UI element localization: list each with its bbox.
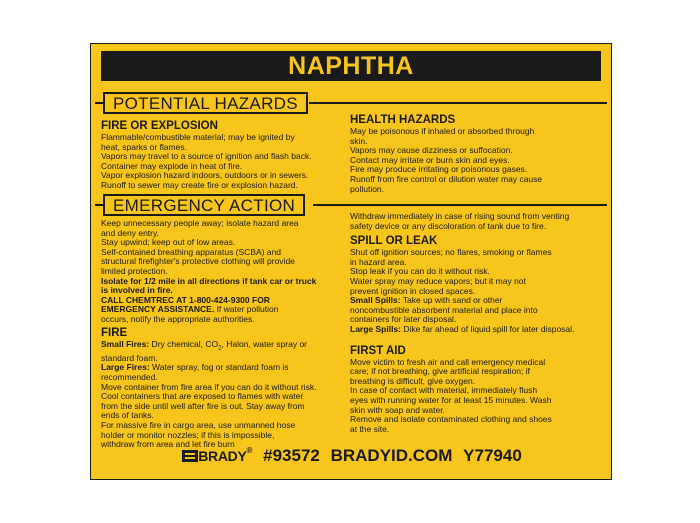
spill-line: Water spray may reduce vapors; but it may not [350, 275, 526, 286]
spill-heading: SPILL OR LEAK [350, 235, 438, 248]
emergency-action-heading-text: EMERGENCY ACTION [113, 196, 296, 215]
potential-hazards-heading [103, 92, 308, 114]
large-fires-line: recommended. [101, 372, 158, 382]
fire-explosion-section [101, 120, 312, 191]
emergency-line: structural firefighter's protective clothing will provide [101, 256, 295, 267]
brady-logo-icon [182, 447, 198, 467]
chemical-name: NAPHTHA [288, 52, 414, 80]
small-spills-line: noncombustible absorbent material and place into [350, 304, 538, 315]
large-spills-text: Dike far ahead of liquid spill for later disposal. [401, 323, 575, 334]
title-bar [101, 51, 601, 81]
product-code: Y77940 [463, 446, 522, 465]
first-aid-line: care; if not breathing, give artificial respiration; if [350, 366, 531, 377]
fire-line: ends of tanks. [101, 410, 154, 421]
large-fires-text: Water spray, fog or standard foam is [149, 362, 289, 373]
fire-line: withdraw from area and let fire burn [101, 439, 235, 450]
registered-mark: ® [246, 446, 253, 455]
chemtrec-rest: If water pollution [214, 304, 279, 315]
withdraw-line: Withdraw immediately in case of rising sound from venting [350, 211, 570, 221]
emergency-line: Stay upwind; keep out of low areas. [101, 237, 236, 248]
fire-line: Cool containers that are exposed to flames with water [101, 391, 304, 402]
fire-explosion-line: Flammable/combustible material; may be ignited by [101, 132, 295, 142]
small-fires-text: Dry chemical, CO [149, 338, 219, 349]
emergency-line: Self-contained breathing apparatus (SCBA) and [101, 246, 282, 257]
fire-explosion-line: Vapor explosion hazard indoors, outdoors or in sewers. [101, 170, 309, 181]
fire-explosion-line: Vapors may travel to a source of ignition and flash back. [101, 151, 312, 162]
fire-explosion-line: Runoff to sewer may create fire or explosion hazard. [101, 179, 298, 190]
first-aid-line: breathing is difficult, give oxygen. [350, 375, 476, 386]
section-rule-left [95, 204, 103, 206]
health-hazards-line: skin. [350, 135, 368, 146]
health-hazards-line: pollution. [350, 183, 385, 194]
first-aid-line: Remove and isolate contaminated clothing and shoes [350, 414, 552, 425]
emergency-line: limited protection. [101, 265, 168, 276]
chemtrec-line: CALL CHEMTREC AT 1-800-424-9300 FOR [101, 294, 270, 305]
small-spills-label: Small Spills: [350, 295, 401, 306]
brand-name: BRADY [198, 448, 247, 464]
isolate-line: is involved in fire. [101, 285, 173, 296]
small-fires-text: , Halon, water spray or [221, 338, 308, 349]
spill-line: Stop leak if you can do it without risk. [350, 266, 490, 277]
first-aid-heading: FIRST AID [350, 344, 406, 357]
chemtrec-bold: EMERGENCY ASSISTANCE. [101, 304, 215, 315]
small-fires-line [101, 340, 316, 354]
small-fires-line: standard foam. [101, 352, 158, 363]
large-spills-line [350, 325, 574, 335]
fire-line: holder or monitor nozzles; if this is impossible, [101, 429, 275, 440]
health-hazards-heading: HEALTH HAZARDS [350, 114, 456, 126]
fire-explosion-line: Container may explode in heat of fire. [101, 160, 243, 171]
health-hazards-line: Contact may irritate or burn skin and eyes. [350, 154, 510, 165]
fire-line: from the side until well after fire is out. Stay away from [101, 400, 305, 411]
health-hazards-line: Runoff from fire control or dilution water may cause [350, 173, 543, 184]
fire-line: For massive fire in cargo area, use unmanned hose [101, 419, 296, 430]
first-aid-line: Move victim to fresh air and call emergency medical [350, 356, 546, 367]
first-aid-line: eyes with running water for at least 15 minutes. Wash [350, 394, 552, 405]
emergency-line: and deny entry. [101, 227, 159, 238]
health-hazards-line: Fire may produce irritating or poisonous gases. [350, 164, 528, 175]
first-aid-line: skin with soap and water. [350, 404, 445, 415]
fire-line: Move container from fire area if you can do it without risk. [101, 381, 317, 392]
chemtrec-line-3: occurs, notify the appropriate authorities. [101, 313, 255, 324]
emergency-right-column [350, 212, 574, 434]
emergency-action-heading [103, 194, 305, 216]
fire-explosion-line: heat, sparks or flames. [101, 141, 187, 152]
isolate-line: Isolate for 1/2 mile in all directions if tank car or truck [101, 275, 317, 286]
hazard-label [90, 43, 612, 480]
fire-explosion-heading: FIRE OR EXPLOSION [101, 120, 218, 132]
spill-line: Shut off ignition sources; no flares, smoking or flames [350, 247, 552, 258]
emergency-line: Keep unnecessary people away; isolate hazard area [101, 218, 299, 228]
withdraw-line: safety device or any discoloration of tank due to fire. [350, 220, 547, 231]
spill-line: in hazard area. [350, 256, 407, 267]
website: BRADYID.COM [330, 446, 453, 465]
first-aid-line: at the site. [350, 423, 390, 434]
part-number: #93572 [263, 446, 320, 465]
health-hazards-section [350, 114, 542, 194]
large-spills-label: Large Spills: [350, 323, 402, 334]
large-fires-label: Large Fires: [101, 362, 150, 373]
co2-subscript: 2 [218, 345, 222, 352]
small-spills-text: Take up with sand or other [400, 295, 503, 306]
section-rule-right [309, 102, 607, 104]
health-hazards-line: May be poisonous if inhaled or absorbed through [350, 126, 535, 136]
small-spills-line: containers for later disposal. [350, 314, 457, 325]
section-rule-right [313, 204, 607, 206]
fire-heading: FIRE [101, 326, 128, 339]
potential-hazards-heading-text: POTENTIAL HAZARDS [113, 94, 298, 113]
first-aid-line: In case of contact with material, immediately flush [350, 385, 538, 396]
footer [91, 446, 613, 467]
spill-line: prevent ignition in closed spaces. [350, 285, 476, 296]
emergency-left-column [101, 219, 316, 450]
health-hazards-line: Vapors may cause dizziness or suffocation. [350, 145, 513, 156]
small-fires-label: Small Fires: [101, 338, 150, 349]
section-rule-left [95, 102, 103, 104]
